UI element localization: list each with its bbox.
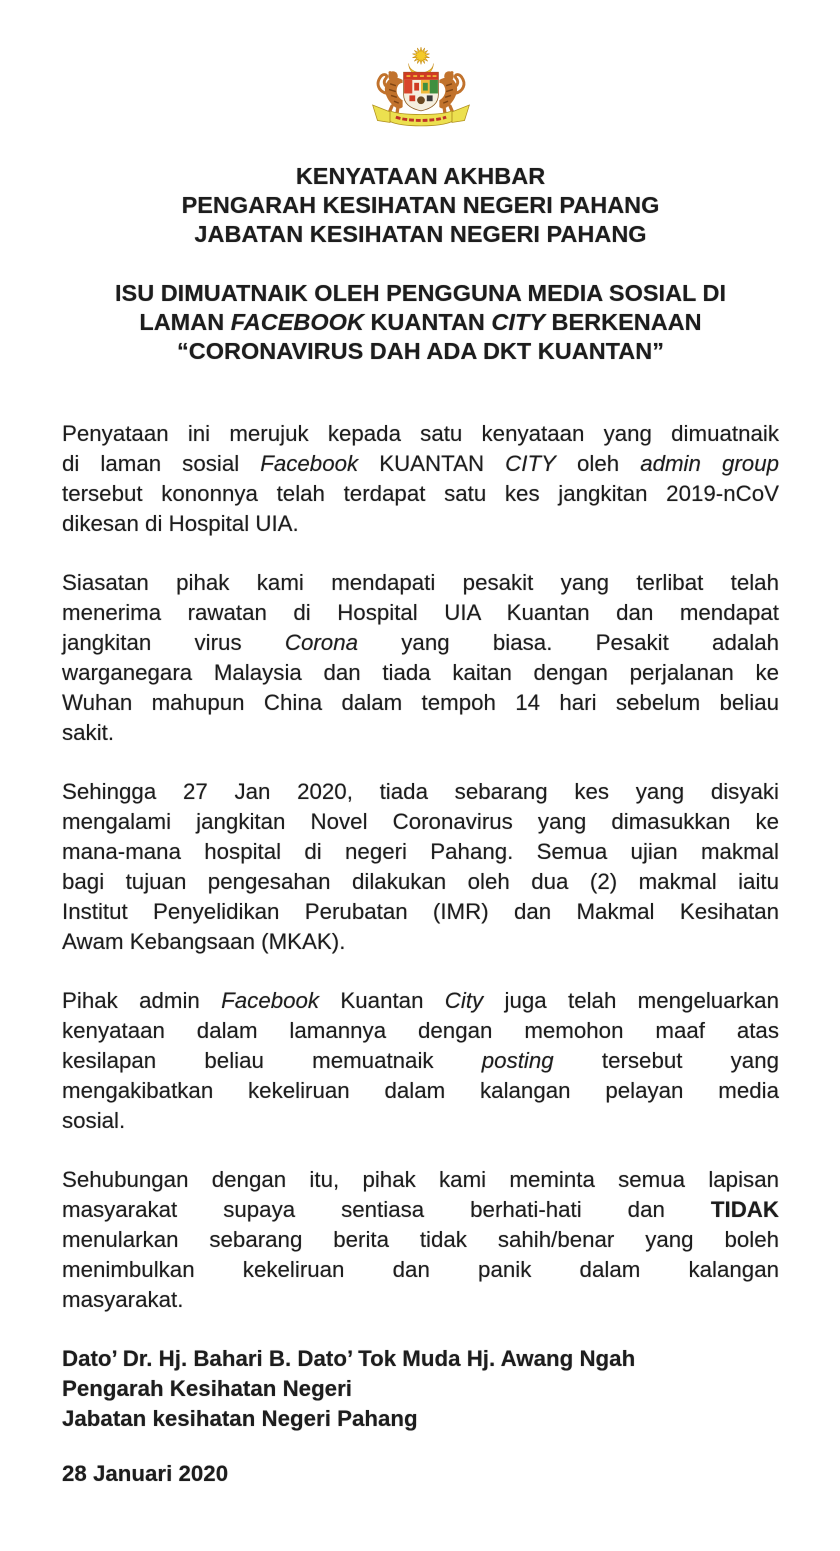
document-body <box>62 419 779 1315</box>
malaysia-coat-of-arms-icon <box>363 44 479 141</box>
text-segment: sakit. <box>62 720 115 745</box>
text-segment: kenyataan dalam lamannya dengan memohon maaf atas <box>62 1018 779 1043</box>
text-segment: di laman sosial <box>62 451 261 476</box>
text-segment: Sehubungan dengan itu, pihak kami meminta semua lapisan <box>62 1167 779 1192</box>
text-segment: bagi tujuan pengesahan dilakukan oleh dua (2) makmal iaitu <box>62 869 779 894</box>
paragraph-line <box>62 419 779 449</box>
text-segment: mana-mana hospital di negeri Pahang. Semua ujian makmal <box>62 839 779 864</box>
text-segment: mengakibatkan kekeliruan dalam kalangan pelayan media <box>62 1078 779 1103</box>
paragraph-line <box>62 718 779 748</box>
signature-line: Pengarah Kesihatan Negeri <box>62 1376 352 1401</box>
paragraph-line <box>62 986 779 1016</box>
paragraph-line <box>62 1225 779 1255</box>
signature-line: Jabatan kesihatan Negeri Pahang <box>62 1406 418 1431</box>
text-segment: Corona <box>284 630 359 655</box>
paragraph-line <box>62 1106 779 1136</box>
text-segment: City <box>444 988 484 1013</box>
text-segment: Pihak admin <box>62 988 222 1013</box>
paragraph-line <box>62 807 779 837</box>
subject-heading <box>62 279 779 366</box>
document-date: 28 Januari 2020 <box>62 1461 229 1486</box>
paragraph <box>62 419 779 539</box>
text-segment: “CORONAVIRUS DAH ADA DKT KUANTAN” <box>177 338 664 364</box>
text-segment: Wuhan mahupun China dalam tempoh 14 hari sebelum beliau <box>62 690 779 715</box>
shield-icon <box>403 72 438 111</box>
paragraph <box>62 568 779 748</box>
text-segment: posting <box>481 1048 554 1073</box>
paragraph-line <box>62 1255 779 1285</box>
text-segment: LAMAN <box>139 309 231 335</box>
paragraph-line <box>62 1165 779 1195</box>
subject-line <box>62 337 779 366</box>
paragraph-line <box>62 658 779 688</box>
letterhead <box>62 162 779 249</box>
paragraph-line <box>62 1285 779 1315</box>
paragraph-line <box>62 927 779 957</box>
paragraph-line <box>62 568 779 598</box>
text-segment: admin group <box>640 451 779 476</box>
text-segment: Institut Penyelidikan Perubatan (IMR) dan Makmal Kesihatan <box>62 899 779 924</box>
text-segment: sosial. <box>62 1108 126 1133</box>
paragraph <box>62 777 779 957</box>
paragraph-line <box>62 837 779 867</box>
star-icon <box>412 47 429 64</box>
signature-block <box>62 1344 779 1434</box>
text-segment: ISU DIMUATNAIK OLEH PENGGUNA MEDIA SOSIAL DI <box>114 280 727 306</box>
paragraph <box>62 1165 779 1315</box>
text-segment: jangkitan virus <box>62 630 285 655</box>
paragraph-line <box>62 1046 779 1076</box>
paragraph-line <box>62 867 779 897</box>
subject-line <box>62 279 779 308</box>
paragraph-line <box>62 598 779 628</box>
letterhead-line: KENYATAAN AKHBAR <box>295 163 546 189</box>
text-segment: masyarakat. <box>62 1287 184 1312</box>
text-segment: Awam Kebangsaan (MKAK). <box>62 929 346 954</box>
text-segment: Facebook <box>221 988 320 1013</box>
text-segment: yang biasa. Pesakit adalah <box>358 630 780 655</box>
text-segment: KUANTAN <box>363 309 492 335</box>
text-segment: warganegara Malaysia dan tiada kaitan dengan perjalanan ke <box>62 660 779 685</box>
subject-line <box>62 308 779 337</box>
text-segment: Facebook <box>260 451 359 476</box>
text-segment: KUANTAN <box>358 451 506 476</box>
letterhead-line: PENGARAH KESIHATAN NEGERI PAHANG <box>181 192 660 218</box>
text-segment: CITY <box>505 451 556 476</box>
letterhead-line: JABATAN KESIHATAN NEGERI PAHANG <box>194 221 647 247</box>
text-segment: oleh <box>555 451 641 476</box>
paragraph-line <box>62 509 779 539</box>
text-segment: juga telah mengeluarkan <box>483 988 779 1013</box>
text-segment: FACEBOOK <box>230 309 364 335</box>
paragraph-line <box>62 1076 779 1106</box>
paragraph-line <box>62 628 779 658</box>
text-segment: menerima rawatan di Hospital UIA Kuantan dan mendapat <box>62 600 779 625</box>
text-segment: Penyataan ini merujuk kepada satu kenyataan yang dimuatnaik <box>62 421 779 446</box>
text-segment: BERKENAAN <box>544 309 702 335</box>
paragraph-line <box>62 1195 779 1225</box>
text-segment: kesilapan beliau memuatnaik <box>62 1048 482 1073</box>
paragraph-line <box>62 1016 779 1046</box>
text-segment: Siasatan pihak kami mendapati pesakit yang terlibat telah <box>62 570 779 595</box>
text-segment: masyarakat supaya sentiasa berhati-hati dan <box>62 1197 711 1222</box>
text-segment: Sehingga 27 Jan 2020, tiada sebarang kes yang disyaki <box>62 779 779 804</box>
text-segment: Kuantan <box>319 988 445 1013</box>
paragraph-line <box>62 479 779 509</box>
paragraph-line <box>62 688 779 718</box>
paragraph-line <box>62 449 779 479</box>
text-segment: CITY <box>491 309 545 335</box>
text-segment: tersebut kononnya telah terdapat satu kes jangkitan 2019-nCoV <box>62 481 779 506</box>
text-segment: menularkan sebarang berita tidak sahih/benar yang boleh <box>62 1227 779 1252</box>
document-content <box>0 44 840 1489</box>
text-segment: menimbulkan kekeliruan dan panik dalam kalangan <box>62 1257 779 1282</box>
paragraph-line <box>62 897 779 927</box>
paragraph <box>62 986 779 1136</box>
text-segment: TIDAK <box>710 1197 779 1222</box>
text-segment: dikesan di Hospital UIA. <box>62 511 299 536</box>
signature-line: Dato’ Dr. Hj. Bahari B. Dato’ Tok Muda Hj. Awang Ngah <box>62 1346 636 1371</box>
text-segment: tersebut yang <box>553 1048 779 1073</box>
text-segment: mengalami jangkitan Novel Coronavirus yang dimasukkan ke <box>62 809 779 834</box>
paragraph-line <box>62 777 779 807</box>
